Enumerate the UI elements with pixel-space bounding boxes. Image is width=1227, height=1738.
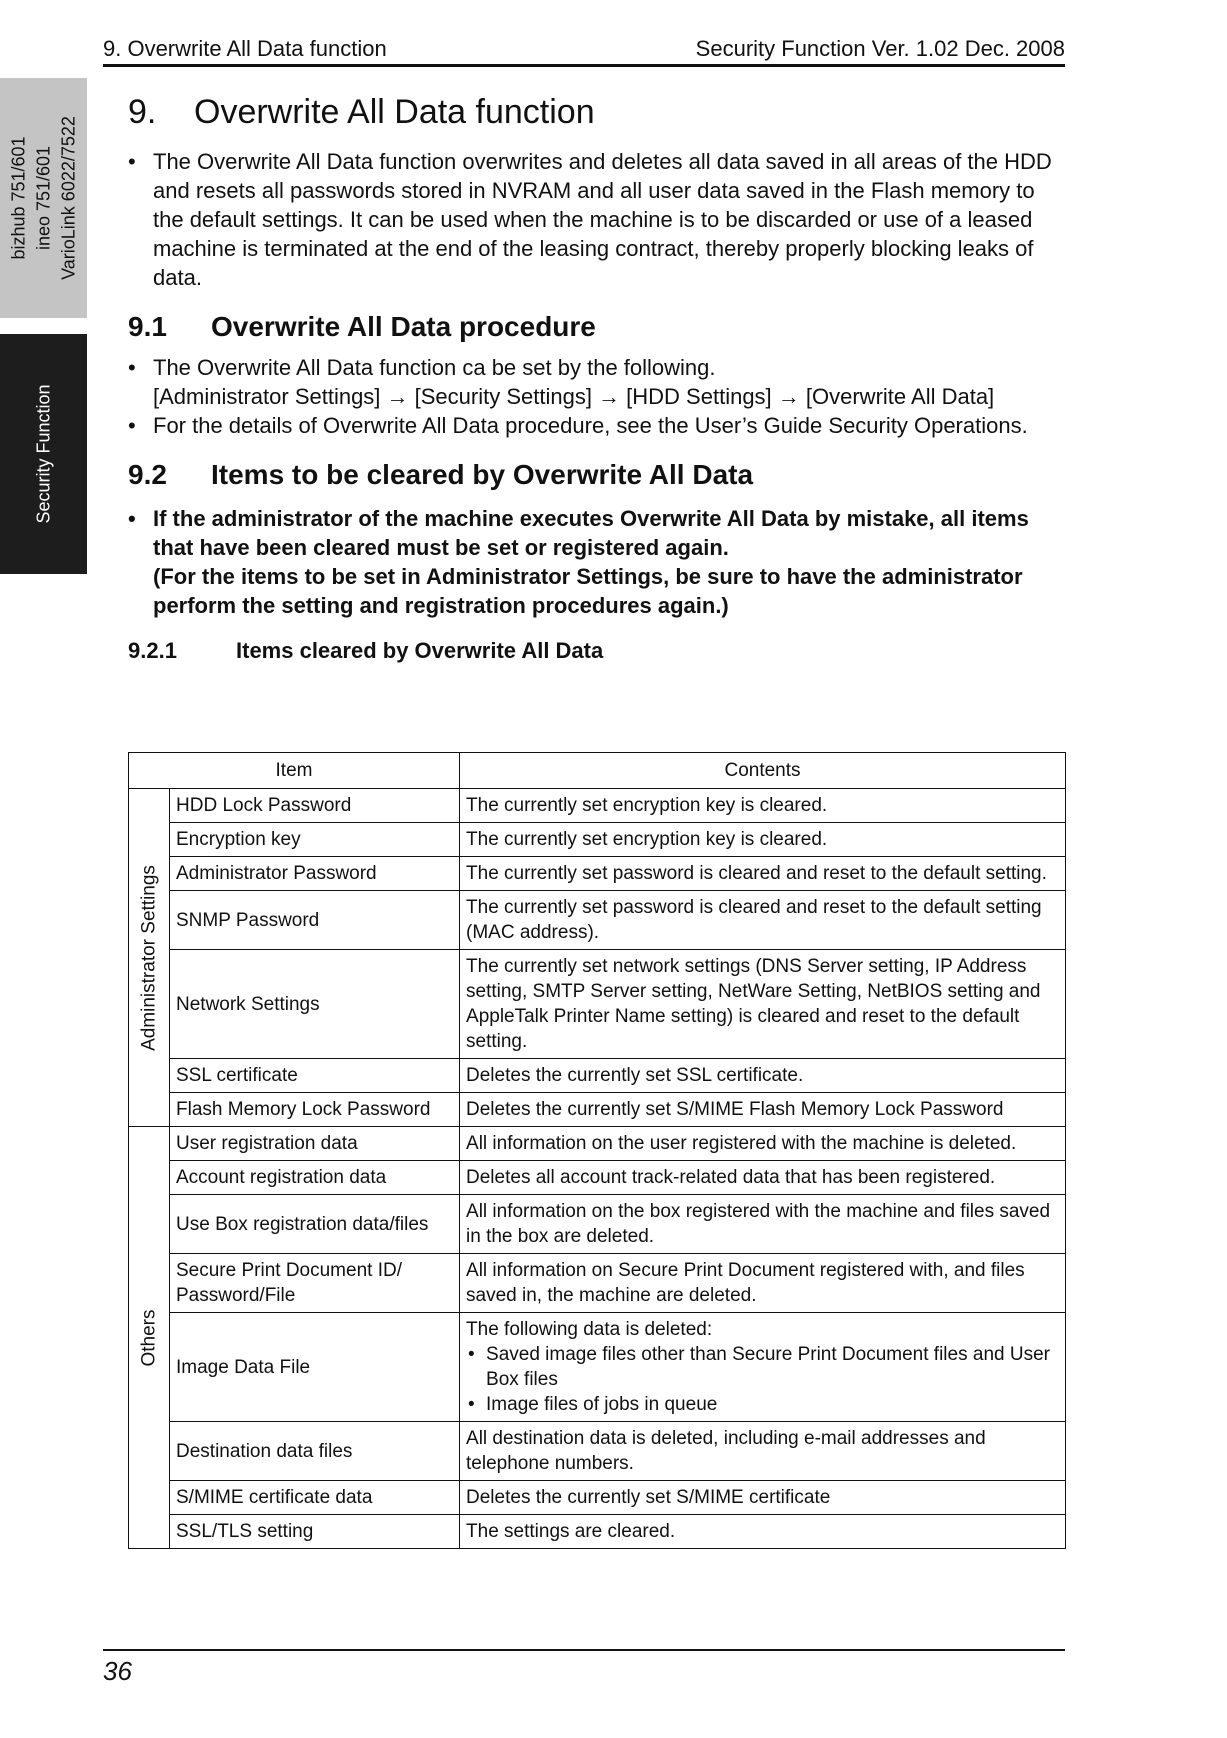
group-cell-admin bbox=[129, 789, 170, 1127]
procedure-list bbox=[128, 353, 1065, 440]
model-side-tab bbox=[0, 78, 87, 318]
header-rule bbox=[103, 64, 1065, 67]
item-cell: Flash Memory Lock Password bbox=[170, 1093, 460, 1127]
table-row bbox=[129, 1481, 1066, 1515]
model-name: bizhub 751/601 bbox=[8, 136, 28, 260]
model-name: VarioLink 6022/7522 bbox=[58, 116, 78, 280]
section-number: 9.1 bbox=[128, 311, 167, 342]
column-header-item: Item bbox=[129, 753, 460, 789]
running-header-chapter: 9. Overwrite All Data function bbox=[103, 36, 387, 61]
table-row bbox=[129, 789, 1066, 823]
contents-cell: Deletes the currently set S/MIME certificate bbox=[460, 1481, 1066, 1515]
section-tab-label: Security Function bbox=[33, 384, 53, 524]
chapter-number: 9. bbox=[128, 93, 157, 131]
page-number: 36 bbox=[103, 1656, 132, 1686]
table-row bbox=[129, 1127, 1066, 1161]
table-row bbox=[129, 1515, 1066, 1549]
group-label: Others bbox=[138, 1308, 160, 1367]
group-label: Administrator Settings bbox=[138, 864, 160, 1051]
item-cell: Encryption key bbox=[170, 823, 460, 857]
items-cleared-table bbox=[128, 752, 1066, 1549]
item-cell: Network Settings bbox=[170, 950, 460, 1059]
contents-cell: Deletes the currently set SSL certificate. bbox=[460, 1059, 1066, 1093]
section-title: Items to be cleared by Overwrite All Data bbox=[211, 459, 754, 490]
contents-cell: All information on the user registered with the machine is deleted. bbox=[460, 1127, 1066, 1161]
item-cell: S/MIME certificate data bbox=[170, 1481, 460, 1515]
contents-cell: The currently set encryption key is cleared. bbox=[460, 789, 1066, 823]
contents-intro: The following data is deleted: bbox=[466, 1319, 713, 1340]
warning-text: • If the administrator of the machine executes Overwrite All Data by mistake, all items that have been cleared must be set or registered again. bbox=[153, 506, 1029, 560]
section-title: Overwrite All Data procedure bbox=[211, 311, 596, 342]
procedure-bullet bbox=[128, 353, 1065, 411]
item-cell: Image Data File bbox=[170, 1313, 460, 1422]
chapter-title: Overwrite All Data function bbox=[194, 93, 595, 131]
section-heading-9-2 bbox=[128, 455, 1065, 495]
reference-bullet: • For the details of Overwrite All Data procedure, see the User’s Guide Security Operations. bbox=[128, 411, 1065, 440]
footer-rule bbox=[103, 1649, 1065, 1651]
table-row bbox=[129, 1195, 1066, 1254]
section-side-tab bbox=[0, 334, 87, 574]
contents-cell: All information on Secure Print Document registered with, and files saved in, the machine are deleted. bbox=[460, 1254, 1066, 1313]
contents-cell: Deletes all account track-related data that has been registered. bbox=[460, 1161, 1066, 1195]
table-row bbox=[129, 950, 1066, 1059]
table-row bbox=[129, 1093, 1066, 1127]
table-row bbox=[129, 1161, 1066, 1195]
contents-cell: The currently set network settings (DNS Server setting, IP Address setting, SMTP Server setting, NetWare Setting, NetBIOS setting and AppleTalk Printer Name setting) is cleared and reset to the default setting. bbox=[460, 950, 1066, 1059]
main-content bbox=[128, 88, 1065, 666]
table-row bbox=[129, 1059, 1066, 1093]
contents-cell: The currently set password is cleared and reset to the default setting (MAC address). bbox=[460, 891, 1066, 950]
model-name: ineo 751/601 bbox=[33, 145, 53, 251]
warning-bullet bbox=[128, 504, 1065, 620]
warning-note: (For the items to be set in Administrator Settings, be sure to have the administrator perform the setting and registration procedures again.) bbox=[153, 564, 1023, 618]
chapter-heading bbox=[128, 88, 1065, 136]
contents-cell: The currently set encryption key is cleared. bbox=[460, 823, 1066, 857]
contents-bullet-list bbox=[466, 1342, 1059, 1417]
subsection-number: 9.2.1 bbox=[128, 638, 177, 663]
table-row bbox=[129, 1313, 1066, 1422]
item-cell: Destination data files bbox=[170, 1422, 460, 1481]
menu-path: [Administrator Settings] → [Security Settings] → [HDD Settings] → [Overwrite All Data] bbox=[153, 384, 995, 409]
subsection-title: Items cleared by Overwrite All Data bbox=[236, 638, 604, 663]
table-header-row bbox=[129, 753, 1066, 789]
item-cell: SSL/TLS setting bbox=[170, 1515, 460, 1549]
table-row bbox=[129, 1254, 1066, 1313]
table-row bbox=[129, 857, 1066, 891]
column-header-contents: Contents bbox=[460, 753, 1066, 789]
contents-cell bbox=[460, 1313, 1066, 1422]
contents-cell: The settings are cleared. bbox=[460, 1515, 1066, 1549]
item-cell: Account registration data bbox=[170, 1161, 460, 1195]
table-row bbox=[129, 823, 1066, 857]
procedure-text: • The Overwrite All Data function ca be set by the following. bbox=[153, 355, 716, 380]
item-cell: User registration data bbox=[170, 1127, 460, 1161]
section-heading-9-1 bbox=[128, 307, 1065, 347]
contents-cell: All information on the box registered with the machine and files saved in the box are deleted. bbox=[460, 1195, 1066, 1254]
contents-cell: The currently set password is cleared and reset to the default setting. bbox=[460, 857, 1066, 891]
group-cell-others bbox=[129, 1127, 170, 1549]
item-cell: HDD Lock Password bbox=[170, 789, 460, 823]
chapter-intro-list bbox=[128, 147, 1065, 292]
item-cell: Use Box registration data/files bbox=[170, 1195, 460, 1254]
section-number: 9.2 bbox=[128, 459, 167, 490]
item-cell: SSL certificate bbox=[170, 1059, 460, 1093]
running-header-doc-version: Security Function Ver. 1.02 Dec. 2008 bbox=[695, 36, 1065, 61]
contents-cell: Deletes the currently set S/MIME Flash Memory Lock Password bbox=[460, 1093, 1066, 1127]
chapter-intro-bullet: • The Overwrite All Data function overwrites and deletes all data saved in all areas of the HDD and resets all passwords stored in NVRAM and all user data saved in the Flash memory to the default settings. It can be used when the machine is to be discarded or use of a leased machine is terminated at the end of the leasing contract, thereby properly blocking leaks of data. bbox=[128, 147, 1065, 292]
warning-list bbox=[128, 504, 1065, 620]
item-cell: Administrator Password bbox=[170, 857, 460, 891]
model-list bbox=[6, 116, 81, 280]
contents-cell: All destination data is deleted, including e-mail addresses and telephone numbers. bbox=[460, 1422, 1066, 1481]
item-cell: Secure Print Document ID/ Password/File bbox=[170, 1254, 460, 1313]
contents-bullet: • Saved image files other than Secure Print Document files and User Box files bbox=[466, 1342, 1059, 1392]
table-row bbox=[129, 1422, 1066, 1481]
item-cell: SNMP Password bbox=[170, 891, 460, 950]
contents-bullet: • Image files of jobs in queue bbox=[466, 1392, 1059, 1417]
table-row bbox=[129, 891, 1066, 950]
subsection-heading-9-2-1 bbox=[128, 636, 1065, 666]
